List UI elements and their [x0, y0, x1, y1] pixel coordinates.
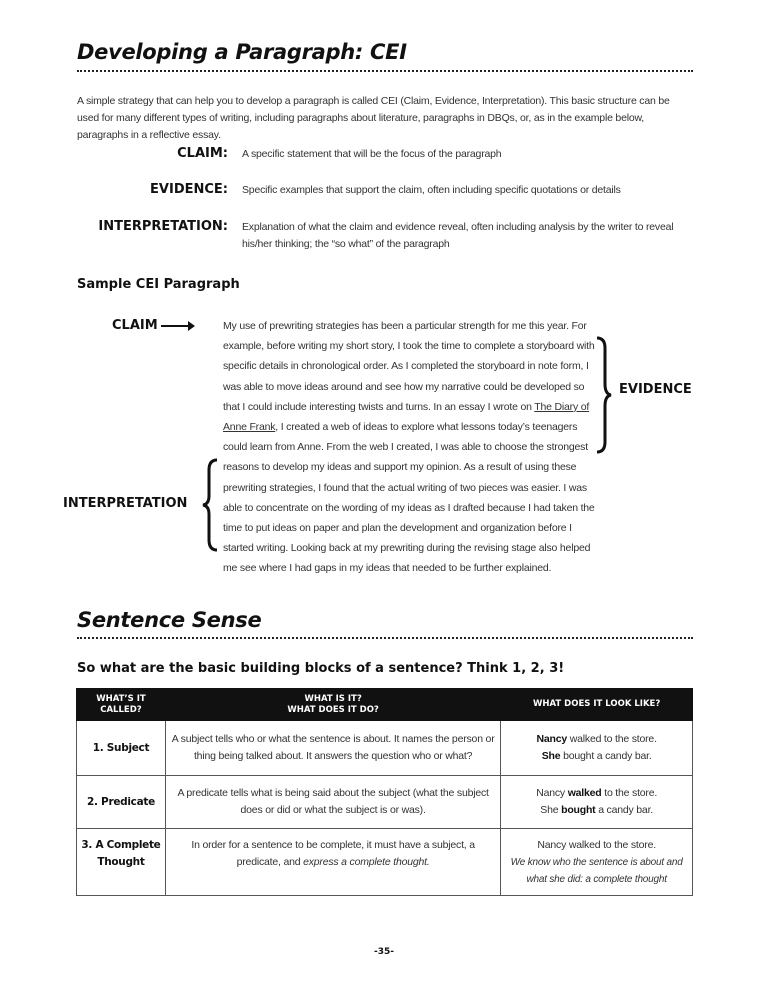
header-look-like: WHAT DOES IT LOOK LIKE?	[501, 689, 693, 721]
row-example: Nancy walked to the store. She bought a candy bar.	[501, 776, 693, 829]
row-description: In order for a sentence to be complete, it must have a subject, a predicate, and express a complete thought.	[165, 829, 500, 896]
evidence-brace-icon	[594, 336, 614, 454]
header-called: WHAT’S IT CALLED?	[77, 689, 166, 721]
interpretation-brace-icon	[200, 458, 220, 552]
book-title: The Diary of Anne Frank	[223, 400, 590, 434]
table-header-row	[77, 689, 693, 721]
row-example: Nancy walked to the store. We know who the sentence is about and what she did: a complete thought	[501, 829, 693, 896]
dotted-divider	[77, 637, 693, 639]
section-title-cei: Developing a Paragraph: CEI	[77, 40, 407, 64]
sample-text-after: , I created a web of ideas to explore what lessons today’s teenagers could learn from Anne. From the web I created, I was able to choose the strongest reasons to develop my ideas and support my opinion. As a result of using these prewriting strategies, I found that the actual writing of two pieces was easier. I was able to concentrate on the wording of my ideas as I drafted because I had taken the time to put ideas on paper and plan the development and organization before I started writing. Looking back at my prewriting during the revising stage also helped me see where I had gaps in my ideas that needed to be further explained.	[223, 421, 595, 575]
interpretation-label: INTERPRETATION	[63, 496, 188, 511]
building-blocks-table	[76, 688, 693, 896]
table-row	[77, 776, 693, 829]
claim-arrow-icon	[160, 320, 196, 332]
dotted-divider	[77, 70, 693, 72]
building-blocks-question: So what are the basic building blocks of a sentence? Think 1, 2, 3!	[77, 661, 565, 676]
sample-text-before: My use of prewriting strategies has been a particular strength for me this year. For example, before writing my short story, I took the time to complete a storyboard with specific details in chronological order. As I completed the storyboard in note form, I was able to move ideas around and see how my narrative could be developed so that I could include interesting twists and turns. In an essay I wrote on	[223, 320, 595, 413]
table-row	[77, 829, 693, 896]
sample-heading: Sample CEI Paragraph	[77, 277, 240, 292]
row-description: A subject tells who or what the sentence is about. It names the person or thing being talked about. It answers the question who or what?	[165, 721, 500, 776]
evidence-term: EVIDENCE:	[150, 182, 228, 197]
interpretation-term: INTERPRETATION:	[98, 219, 228, 234]
claim-definition: A specific statement that will be the focus of the paragraph	[242, 148, 502, 160]
table-row	[77, 721, 693, 776]
claim-term: CLAIM:	[177, 146, 228, 161]
row-name-predicate: 2. Predicate	[77, 776, 166, 829]
row-example: Nancy walked to the store. She bought a candy bar.	[501, 721, 693, 776]
row-name-subject: 1. Subject	[77, 721, 166, 776]
row-description: A predicate tells what is being said about the subject (what the subject does or did or what the subject is or was).	[165, 776, 500, 829]
claim-label: CLAIM	[112, 318, 158, 333]
sample-paragraph	[223, 316, 595, 579]
evidence-label: EVIDENCE	[619, 382, 692, 397]
evidence-definition: Specific examples that support the claim, often including specific quotations or details	[242, 184, 621, 196]
page-number: -35-	[374, 947, 394, 957]
header-what-is-it: WHAT IS IT? WHAT DOES IT DO?	[165, 689, 500, 721]
row-name-complete-thought: 3. A Complete Thought	[77, 829, 166, 896]
interpretation-definition: Explanation of what the claim and evidence reveal, often including analysis by the writer to reveal his/her thinking; the “so what” of the paragraph	[242, 221, 674, 250]
section-title-sentence-sense: Sentence Sense	[77, 608, 262, 632]
intro-paragraph: A simple strategy that can help you to develop a paragraph is called CEI (Claim, Evidence, Interpretation). This basic structure can be used for many different types of writing, including paragraphs about literature, paragraphs in DBQs, or, as in the example below, paragraphs in a reflective essay.	[77, 95, 670, 141]
